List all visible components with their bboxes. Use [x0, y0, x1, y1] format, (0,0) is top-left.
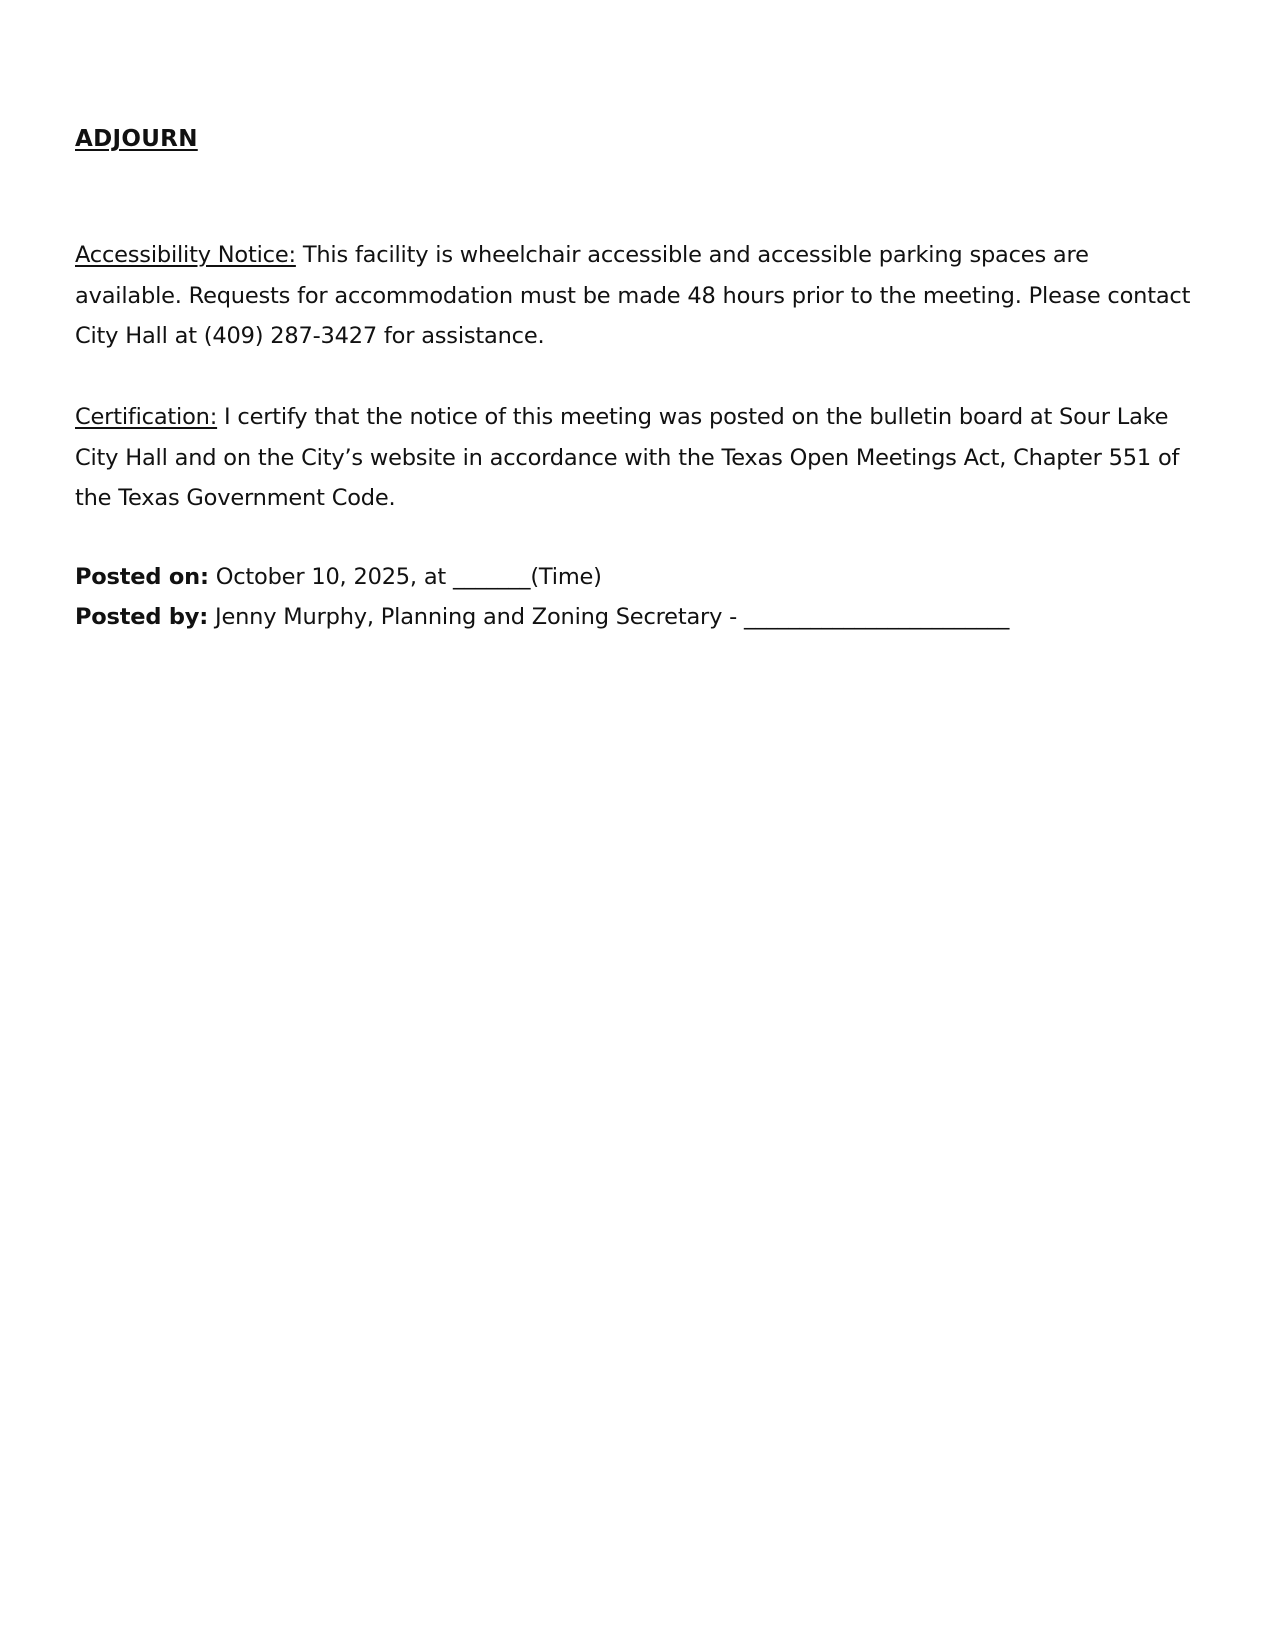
posted-by-line — [75, 597, 1009, 637]
posted-on-line — [75, 557, 602, 597]
posted-by-label: Posted by: — [75, 604, 209, 630]
posted-by-value: Jenny Murphy, Planning and Zoning Secretary - ________________________ — [215, 604, 1010, 630]
posted-on-label: Posted on: — [75, 564, 209, 590]
certification — [75, 397, 1195, 519]
adjourn-heading: ADJOURN — [75, 126, 198, 152]
accessibility-notice-text: This facility is wheelchair accessible and accessible parking spaces are available. Requests for accommodation must be made 48 hours prior to the meeting. Please contact City Hall at (409) 287-3427 for assistance. — [75, 242, 1191, 349]
posted-on-value: October 10, 2025, at _______(Time) — [215, 564, 602, 590]
certification-text: I certify that the notice of this meeting was posted on the bulletin board at Sour Lake City Hall and on the City’s website in accordance with the Texas Open Meetings Act, Chapter 551 of the Texas Government Code. — [75, 404, 1180, 511]
accessibility-notice — [75, 235, 1195, 357]
certification-label: Certification: — [75, 404, 218, 430]
accessibility-notice-label: Accessibility Notice: — [75, 242, 296, 268]
